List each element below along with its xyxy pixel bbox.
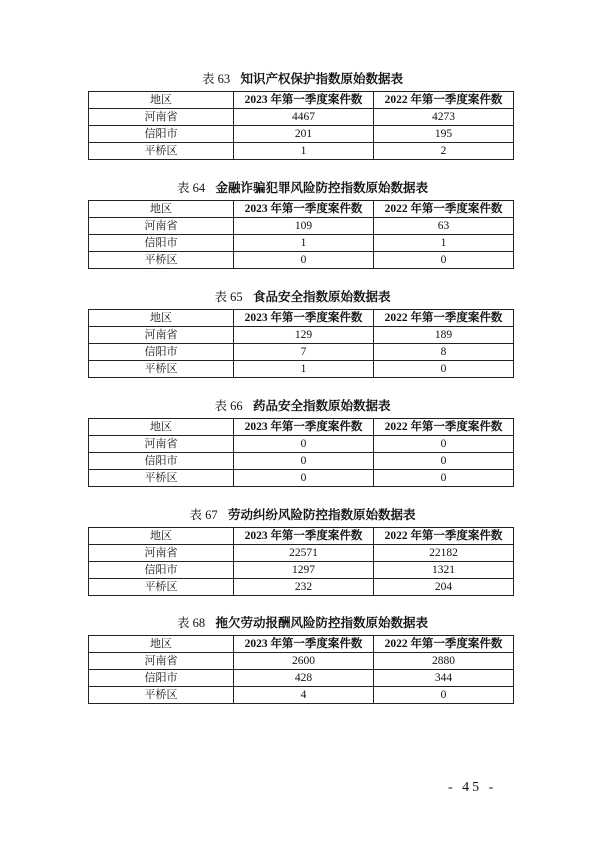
table-row bbox=[89, 327, 514, 344]
table-header-row bbox=[89, 636, 514, 653]
table-block-63 bbox=[88, 70, 513, 160]
cell-2023: 4467 bbox=[234, 109, 374, 126]
cell-2022: 189 bbox=[374, 327, 514, 344]
table-header-row bbox=[89, 92, 514, 109]
cell-region: 河南省 bbox=[89, 218, 234, 235]
cell-2022: 204 bbox=[374, 579, 514, 596]
table-block-68 bbox=[88, 614, 513, 704]
page-number: - 45 - bbox=[448, 780, 497, 795]
cell-2023: 0 bbox=[234, 436, 374, 453]
table-caption bbox=[88, 614, 513, 632]
table-block-65 bbox=[88, 288, 513, 378]
cell-2022: 8 bbox=[374, 344, 514, 361]
table-row bbox=[89, 218, 514, 235]
header-region: 地区 bbox=[89, 636, 234, 653]
header-2022: 2022 年第一季度案件数 bbox=[374, 201, 514, 218]
table-row bbox=[89, 252, 514, 269]
table-row bbox=[89, 344, 514, 361]
table-row bbox=[89, 361, 514, 378]
cell-2023: 0 bbox=[234, 453, 374, 470]
table-number: 表 63 bbox=[201, 72, 231, 86]
header-2022: 2022 年第一季度案件数 bbox=[374, 636, 514, 653]
cell-region: 河南省 bbox=[89, 653, 234, 670]
cell-2022: 4273 bbox=[374, 109, 514, 126]
cell-2022: 1321 bbox=[374, 562, 514, 579]
header-2022: 2022 年第一季度案件数 bbox=[374, 419, 514, 436]
header-region: 地区 bbox=[89, 310, 234, 327]
table-row bbox=[89, 545, 514, 562]
table-block-64 bbox=[88, 179, 513, 269]
cell-region: 信阳市 bbox=[89, 453, 234, 470]
table-row bbox=[89, 470, 514, 487]
table-row bbox=[89, 453, 514, 470]
cell-region: 信阳市 bbox=[89, 126, 234, 143]
cell-region: 信阳市 bbox=[89, 344, 234, 361]
cell-region: 平桥区 bbox=[89, 252, 234, 269]
table-caption bbox=[88, 506, 513, 524]
table-block-66 bbox=[88, 397, 513, 487]
cell-2023: 428 bbox=[234, 670, 374, 687]
table-row bbox=[89, 143, 514, 160]
table-title: 金融诈骗犯罪风险防控指数原始数据表 bbox=[215, 180, 428, 195]
table-title: 拖欠劳动报酬风险防控指数原始数据表 bbox=[215, 615, 428, 630]
header-2023: 2023 年第一季度案件数 bbox=[234, 636, 374, 653]
cell-2022: 2 bbox=[374, 143, 514, 160]
cell-2023: 201 bbox=[234, 126, 374, 143]
table-header-row bbox=[89, 201, 514, 218]
table-number: 表 64 bbox=[176, 181, 206, 195]
header-2023: 2023 年第一季度案件数 bbox=[234, 92, 374, 109]
cell-2023: 1 bbox=[234, 235, 374, 252]
table-title: 食品安全指数原始数据表 bbox=[252, 289, 391, 304]
table-title: 药品安全指数原始数据表 bbox=[252, 398, 391, 413]
cell-region: 平桥区 bbox=[89, 143, 234, 160]
header-2022: 2022 年第一季度案件数 bbox=[374, 528, 514, 545]
header-2023: 2023 年第一季度案件数 bbox=[234, 201, 374, 218]
cell-2022: 195 bbox=[374, 126, 514, 143]
table-caption bbox=[88, 179, 513, 197]
header-region: 地区 bbox=[89, 419, 234, 436]
table-caption bbox=[88, 288, 513, 306]
cell-2023: 1297 bbox=[234, 562, 374, 579]
cell-2022: 0 bbox=[374, 361, 514, 378]
cell-2023: 109 bbox=[234, 218, 374, 235]
header-region: 地区 bbox=[89, 528, 234, 545]
cell-2022: 0 bbox=[374, 687, 514, 704]
cell-2022: 0 bbox=[374, 436, 514, 453]
table-header-row bbox=[89, 528, 514, 545]
header-2022: 2022 年第一季度案件数 bbox=[374, 92, 514, 109]
cell-region: 平桥区 bbox=[89, 687, 234, 704]
data-table bbox=[88, 309, 514, 378]
table-caption bbox=[88, 70, 513, 88]
table-number: 表 66 bbox=[214, 399, 243, 413]
cell-2022: 2880 bbox=[374, 653, 514, 670]
data-table bbox=[88, 418, 514, 487]
cell-2022: 1 bbox=[374, 235, 514, 252]
cell-2023: 4 bbox=[234, 687, 374, 704]
cell-region: 平桥区 bbox=[89, 579, 234, 596]
cell-2022: 63 bbox=[374, 218, 514, 235]
table-caption bbox=[88, 397, 513, 415]
cell-region: 河南省 bbox=[89, 327, 234, 344]
table-row bbox=[89, 579, 514, 596]
cell-2023: 232 bbox=[234, 579, 374, 596]
data-table bbox=[88, 527, 514, 596]
table-row bbox=[89, 436, 514, 453]
table-row bbox=[89, 670, 514, 687]
table-row bbox=[89, 653, 514, 670]
table-number: 表 65 bbox=[214, 290, 243, 304]
table-title: 知识产权保护指数原始数据表 bbox=[240, 71, 403, 86]
header-region: 地区 bbox=[89, 201, 234, 218]
table-title: 劳动纠纷风险防控指数原始数据表 bbox=[227, 507, 416, 522]
cell-2022: 0 bbox=[374, 453, 514, 470]
cell-2023: 1 bbox=[234, 361, 374, 378]
cell-region: 平桥区 bbox=[89, 470, 234, 487]
cell-region: 平桥区 bbox=[89, 361, 234, 378]
cell-region: 河南省 bbox=[89, 436, 234, 453]
cell-2022: 0 bbox=[374, 252, 514, 269]
table-row bbox=[89, 687, 514, 704]
header-region: 地区 bbox=[89, 92, 234, 109]
cell-2023: 129 bbox=[234, 327, 374, 344]
cell-region: 河南省 bbox=[89, 109, 234, 126]
table-row bbox=[89, 126, 514, 143]
header-2023: 2023 年第一季度案件数 bbox=[234, 310, 374, 327]
table-row bbox=[89, 562, 514, 579]
cell-2022: 344 bbox=[374, 670, 514, 687]
cell-2022: 22182 bbox=[374, 545, 514, 562]
table-number: 表 67 bbox=[189, 508, 218, 522]
cell-region: 信阳市 bbox=[89, 670, 234, 687]
table-row bbox=[89, 235, 514, 252]
cell-2022: 0 bbox=[374, 470, 514, 487]
cell-2023: 2600 bbox=[234, 653, 374, 670]
data-table bbox=[88, 635, 514, 704]
table-header-row bbox=[89, 310, 514, 327]
data-table bbox=[88, 200, 514, 269]
cell-region: 信阳市 bbox=[89, 235, 234, 252]
table-row bbox=[89, 109, 514, 126]
table-number: 表 68 bbox=[176, 616, 206, 630]
cell-2023: 22571 bbox=[234, 545, 374, 562]
cell-region: 河南省 bbox=[89, 545, 234, 562]
cell-2023: 0 bbox=[234, 470, 374, 487]
header-2023: 2023 年第一季度案件数 bbox=[234, 528, 374, 545]
cell-2023: 1 bbox=[234, 143, 374, 160]
table-block-67 bbox=[88, 506, 513, 596]
table-header-row bbox=[89, 419, 514, 436]
cell-2023: 0 bbox=[234, 252, 374, 269]
data-table bbox=[88, 91, 514, 160]
header-2023: 2023 年第一季度案件数 bbox=[234, 419, 374, 436]
header-2022: 2022 年第一季度案件数 bbox=[374, 310, 514, 327]
cell-2023: 7 bbox=[234, 344, 374, 361]
cell-region: 信阳市 bbox=[89, 562, 234, 579]
